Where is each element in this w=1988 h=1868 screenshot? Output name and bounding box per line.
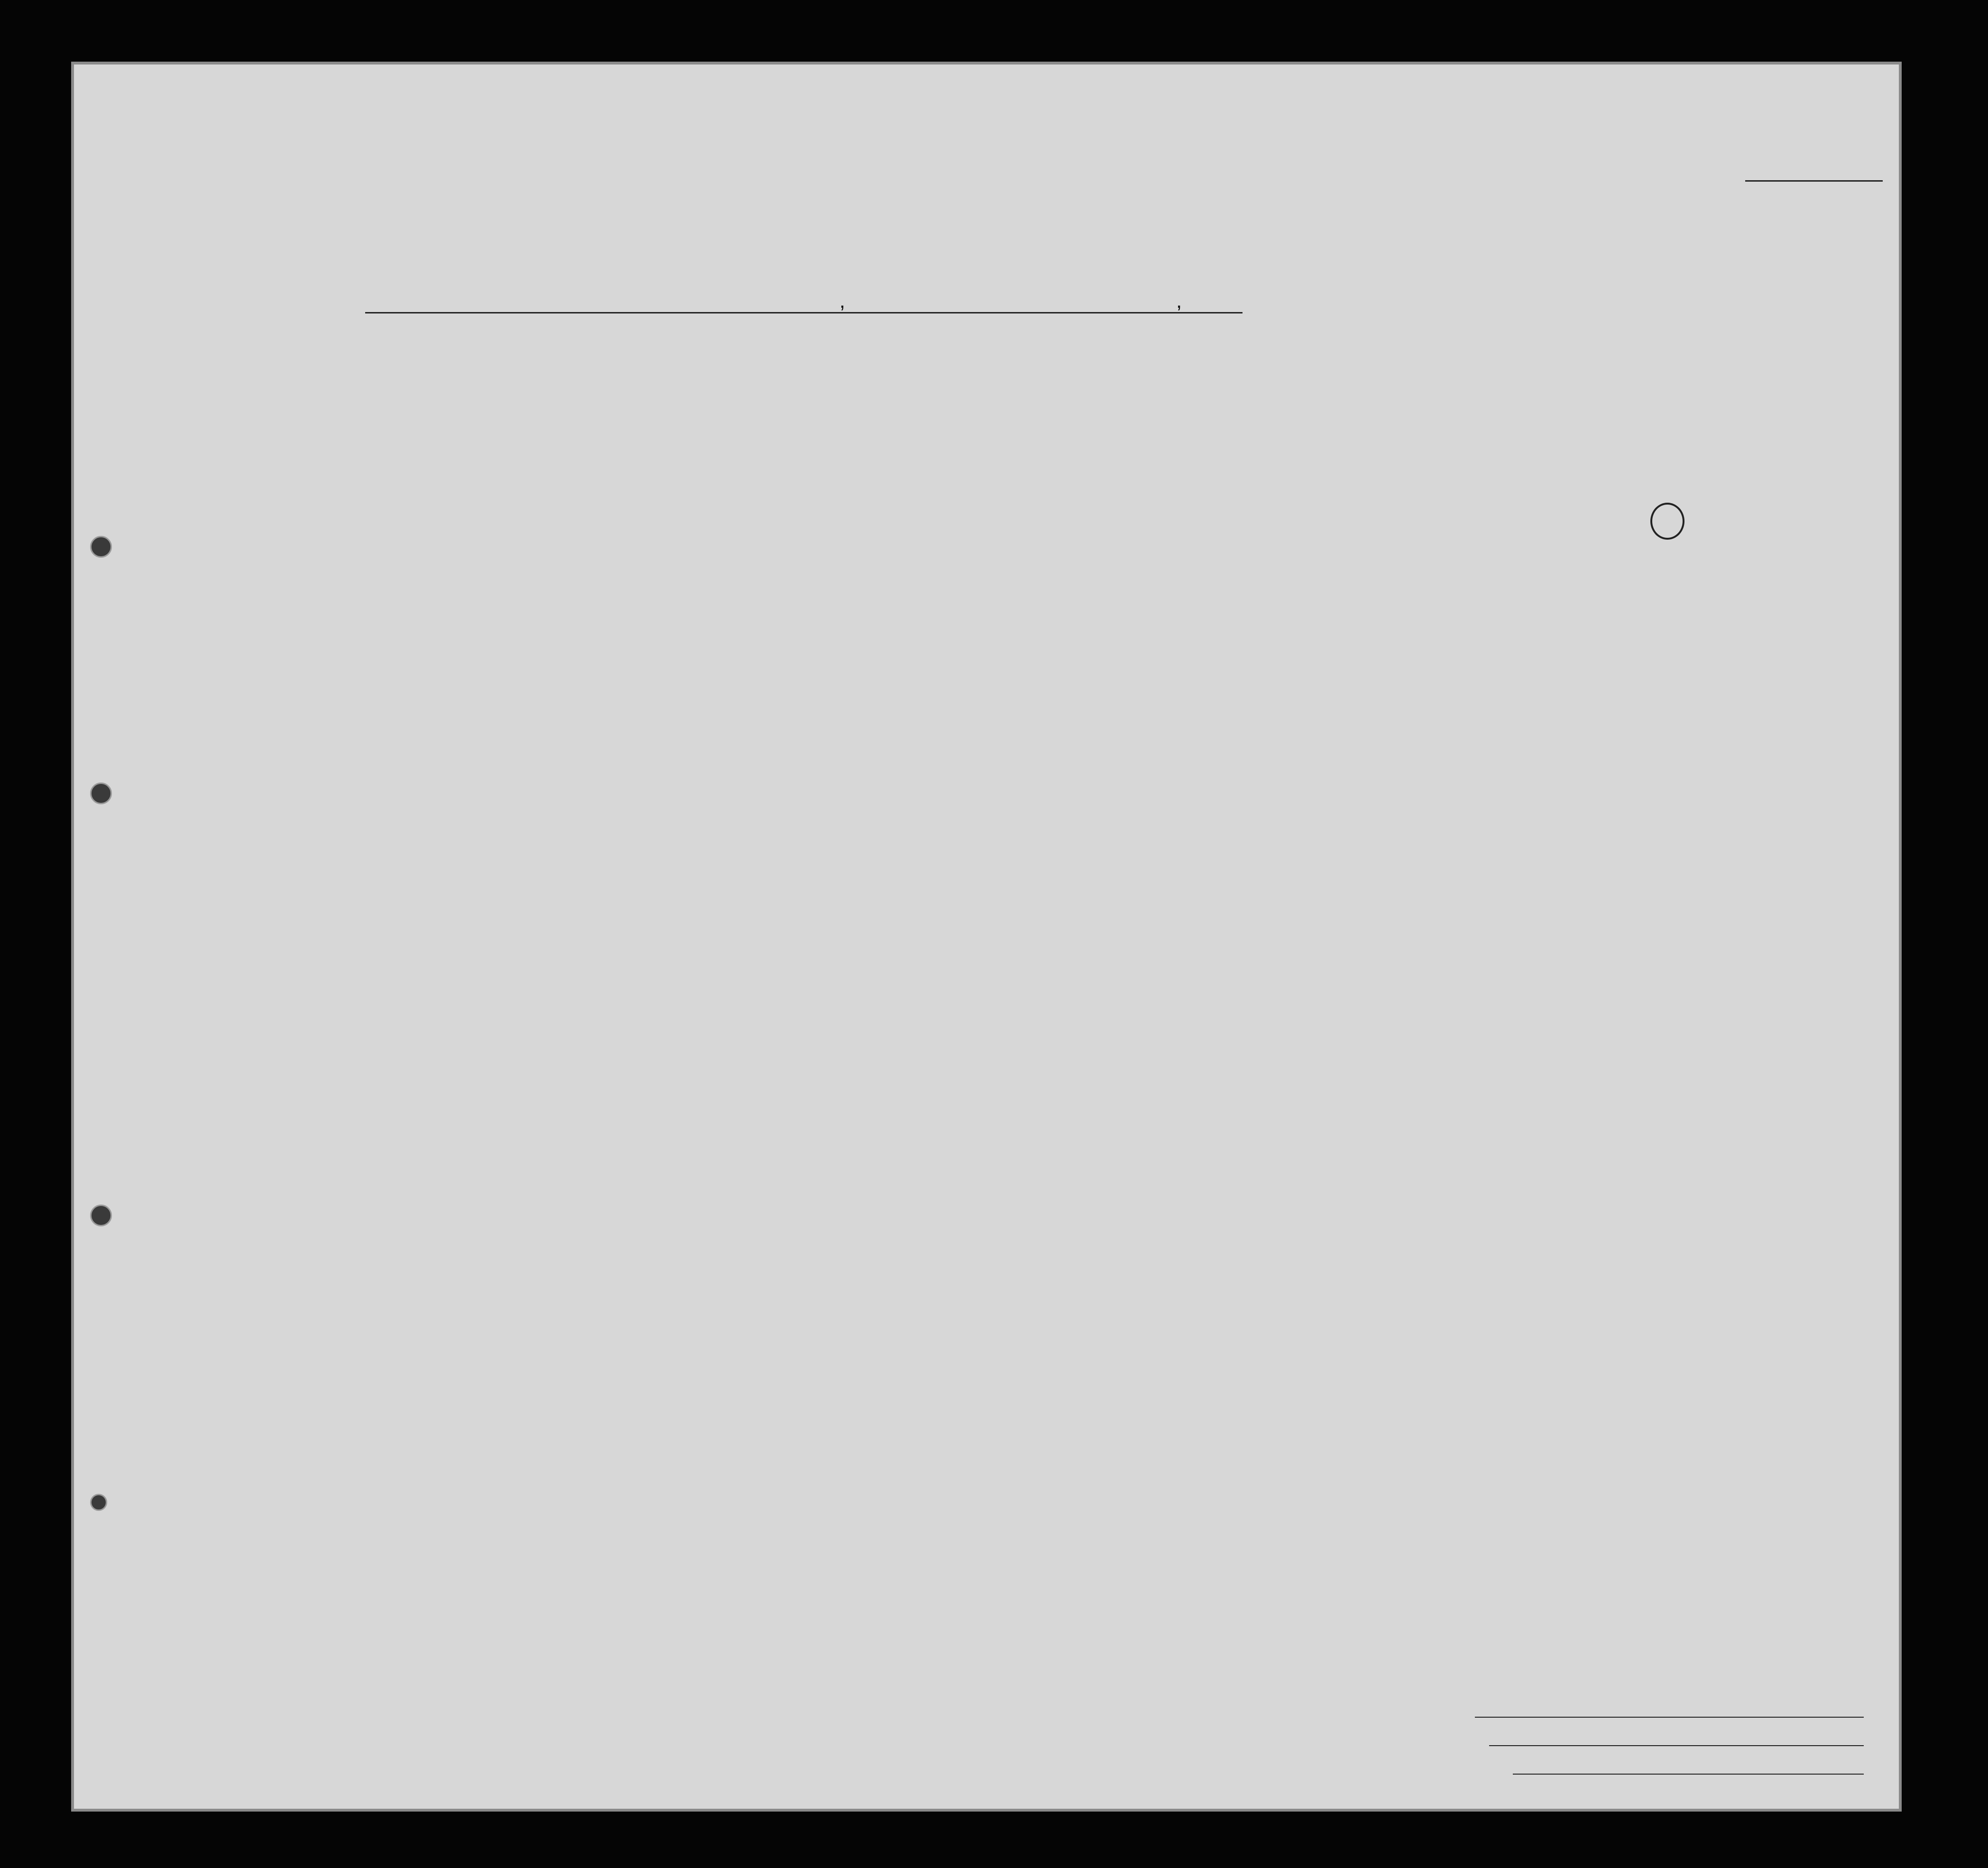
comma-1: ,: [839, 289, 846, 313]
grid-lines: [71, 62, 1902, 1812]
manifest-sheet: [71, 62, 1902, 1812]
comma-2: ,: [1176, 289, 1182, 313]
binder-hole: [90, 1205, 112, 1226]
binder-hole: [90, 1494, 107, 1511]
handwritten-circle: [1650, 503, 1684, 540]
binder-hole: [90, 536, 112, 558]
owners-underline: [1489, 1745, 1864, 1746]
agents-underline: [1513, 1774, 1864, 1775]
line-underline: [1475, 1717, 1864, 1718]
binder-hole: [90, 782, 112, 804]
